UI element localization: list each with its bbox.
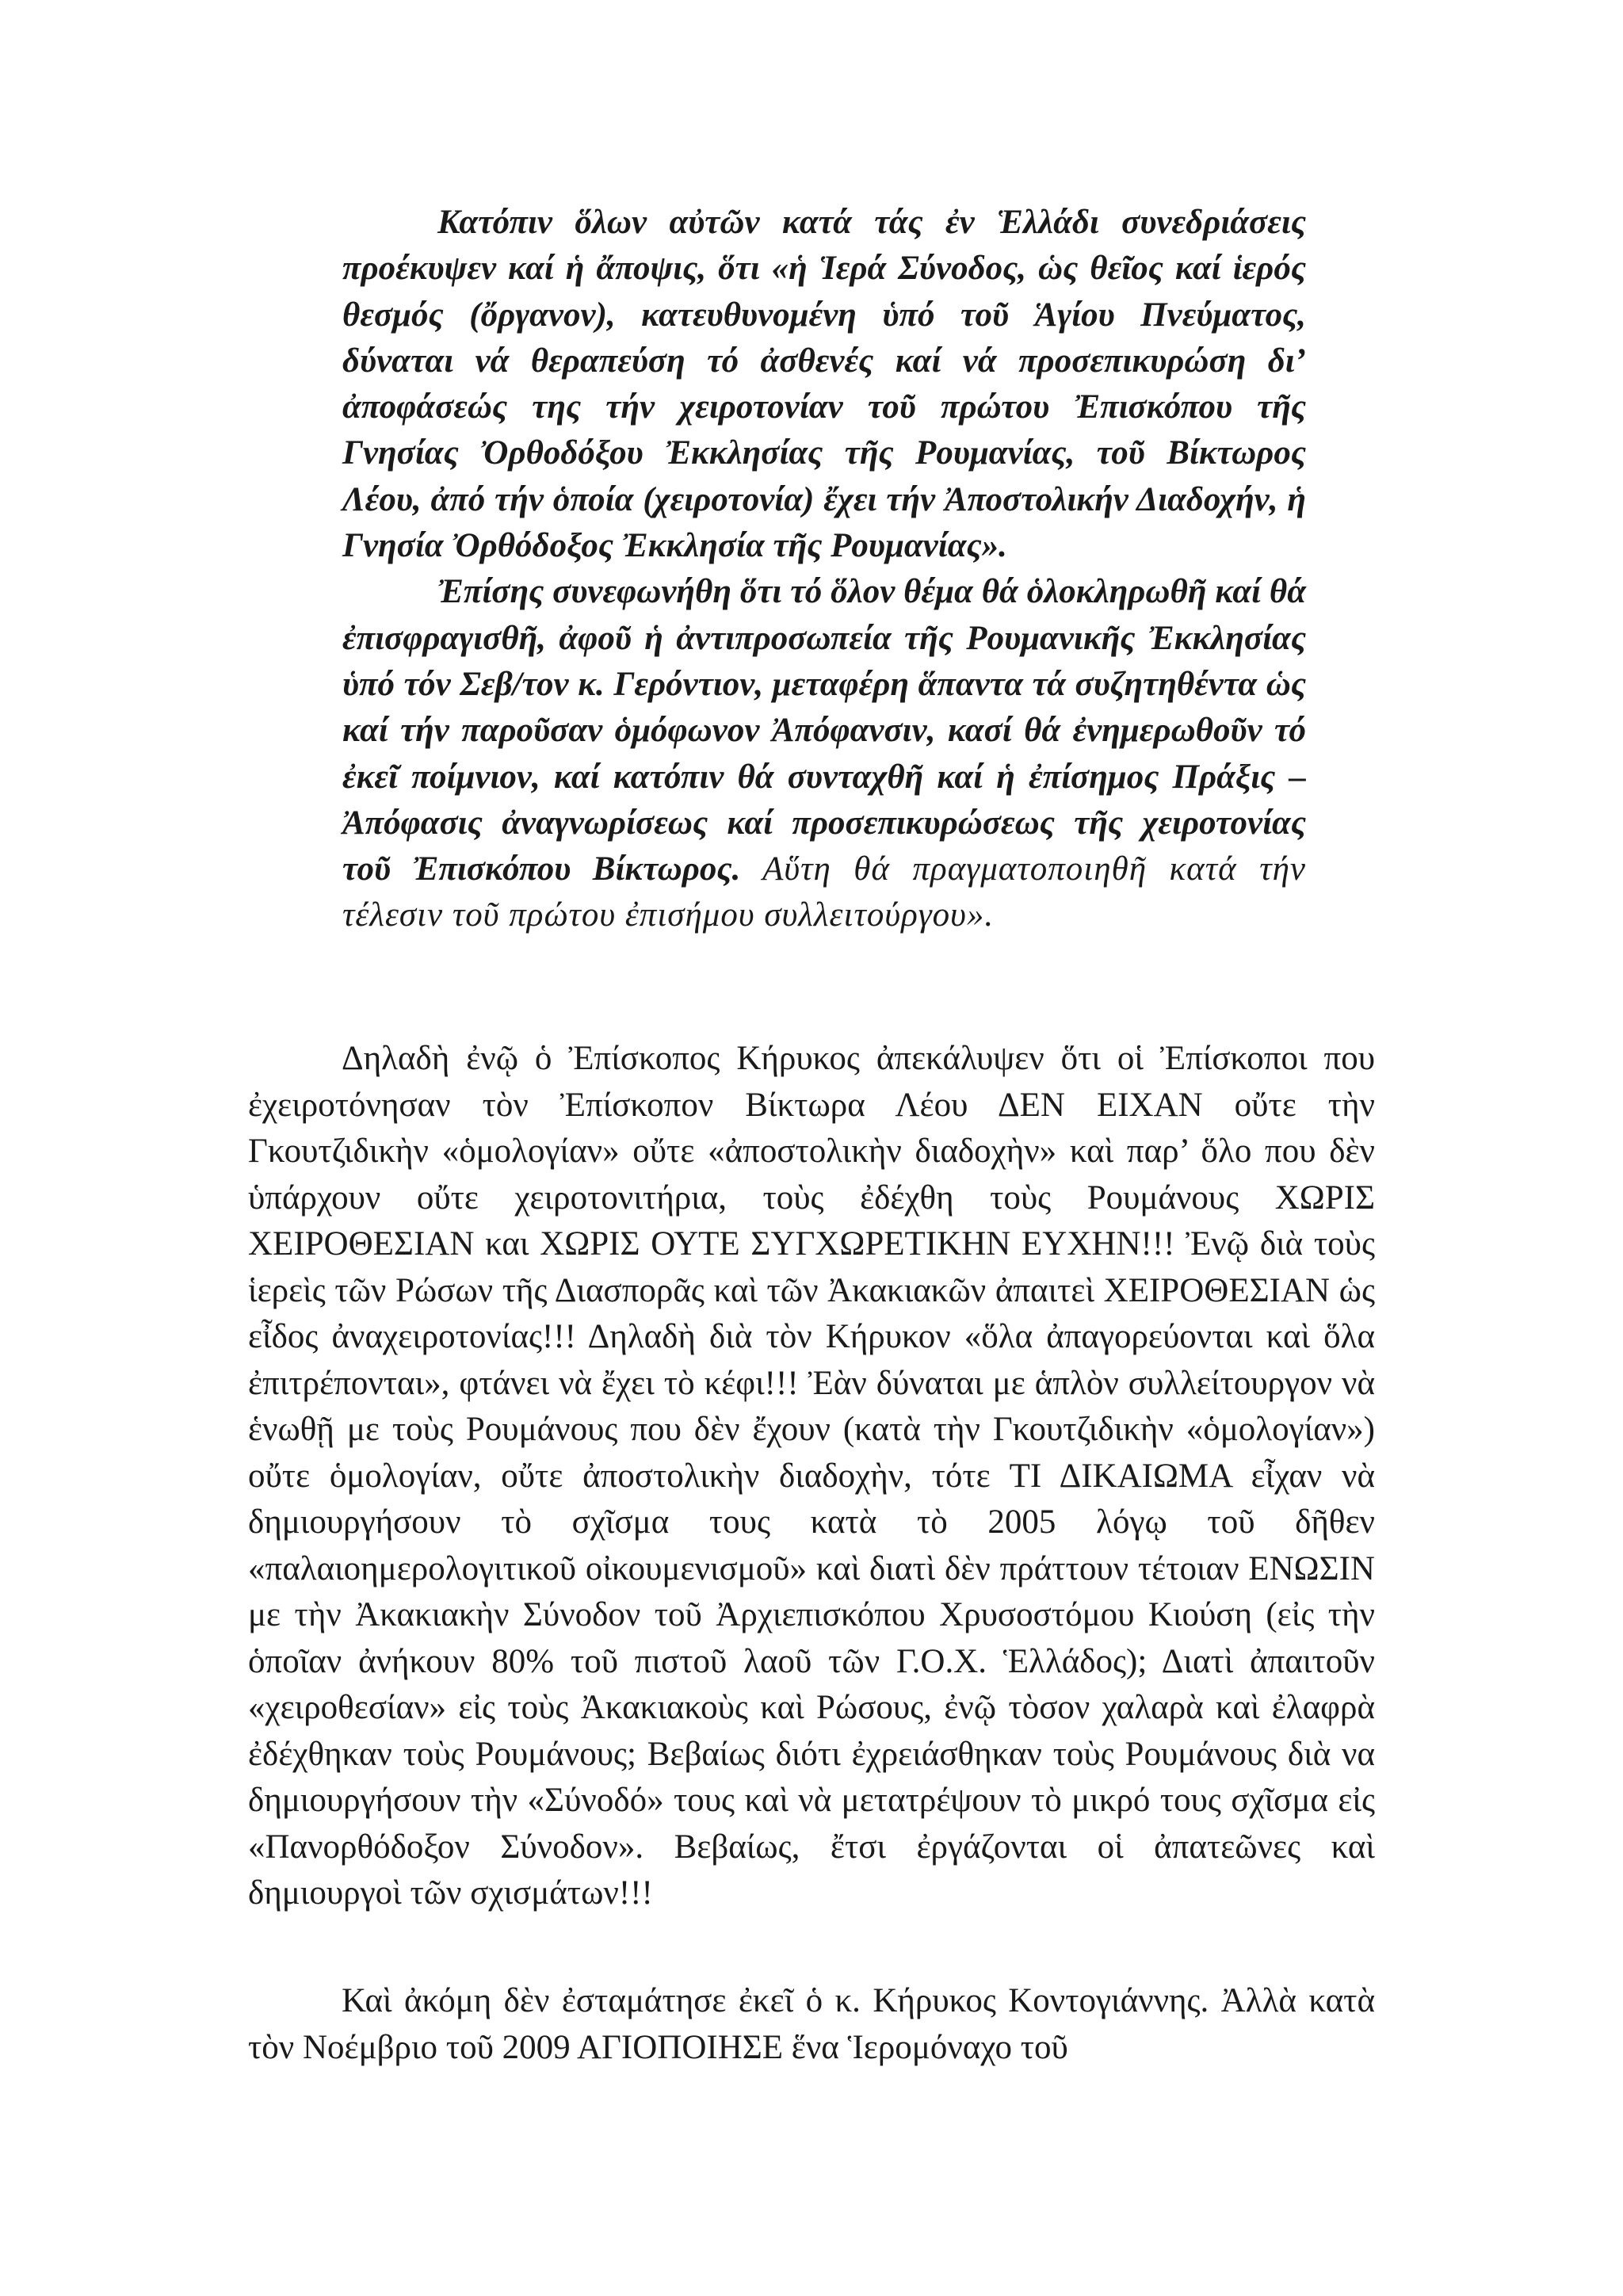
quote-paragraph-2-bold: Ἐπίσης συνεφωνήθη ὅτι τό ὅλον θέμα θά ὁλοκληρωθῆ καί θά ἐπισφραγισθῆ, ἀφοῦ ἡ ἀντιπροσωπεία τῆς Ρουμανικῆς Ἐκκλησίας ὑπό τόν Σεβ/τον κ. Γερόντιον, μεταφέρη ἅπαντα τά συζητηθέντα ὡς καί τήν παροῦσαν ὁμόφωνον Ἀπόφανσιν, κασί θά ἐνημερωθοῦν τό ἐκεῖ ποίμνιον, καί κατόπιν θά συνταχθῆ καί ἡ ἐπίσημος Πράξις – Ἀπόφασις ἀναγνωρίσεως καί προσεπικυρώσεως τῆς χειροτονίας τοῦ Ἐπισκόπου Βίκτωρος. [342,573,1306,888]
quote-paragraph-2-plain: Αὕτη θά πραγματοποιηθῆ κατά τήν τέλεσιν τοῦ πρώτου ἐπισήμου συλλειτούργου». [342,850,1307,934]
body-paragraph-2-block [248,1978,1375,2071]
body-paragraph-2: Καὶ ἀκόμη δὲν ἐσταμάτησε ἐκεῖ ὁ κ. Κήρυκος Κοντογιάννης. Ἀλλὰ κατὰ τὸν Νοέμβριο τοῦ 2009 ΑΓΙΟΠΟΙΗΣΕ ἕνα Ἱερομόναχο τοῦ [248,1982,1375,2066]
quote-paragraph-1: Κατόπιν ὅλων αὐτῶν κατά τάς ἐν Ἑλλάδι συνεδριάσεις προέκυψεν καί ἡ ἄποψις, ὅτι «ἡ Ἱερά Σύνοδος, ὡς θεῖος καί ἱερός θεσμός (ὄργανον), κατευθυνομένη ὑπό τοῦ Ἁγίου Πνεύματος, δύναται νά θεραπεύση τό ἀσθενές καί νά προσεπικυρώση δι’ ἀποφάσεώς της τήν χειροτονίαν τοῦ πρώτου Ἐπισκόπου τῆς Γνησίας Ὀρθοδόξου Ἐκκλησίας τῆς Ρουμανίας, τοῦ Βίκτωρος Λέου, ἀπό τήν ὁποία (χειροτονία) ἔχει τήν Ἀποστολικήν Διαδοχήν, ἡ Γνησία Ὀρθόδοξος Ἐκκλησία τῆς Ρουμανίας». [342,204,1306,565]
quoted-passage [342,200,1306,939]
body-paragraph-1-block [248,1036,1375,1917]
body-paragraph-1: Δηλαδὴ ἐνῷ ὁ Ἐπίσκοπος Κήρυκος ἀπεκάλυψεν ὅτι οἱ Ἐπίσκοποι που ἐχειροτόνησαν τὸν Ἐπίσκοπον Βίκτωρα Λέου ΔΕΝ ΕΙΧΑΝ οὔτε τὴν Γκουτζιδικὴν «ὁμολογίαν» οὔτε «ἀποστολικὴν διαδοχὴν» καὶ παρ’ ὅλο που δὲν ὑπάρχουν οὔτε χειροτονιτήρια, τοὺς ἐδέχθη τοὺς Ρουμάνους ΧΩΡΙΣ ΧΕΙΡΟΘΕΣΙΑΝ και ΧΩΡΙΣ ΟΥΤΕ ΣΥΓΧΩΡΕΤΙΚΗΝ ΕΥΧΗΝ!!! Ἐνῷ διὰ τοὺς ἱερεὶς τῶν Ρώσων τῆς Διασπορᾶς καὶ τῶν Ἀκακιακῶν ἀπαιτεὶ ΧΕΙΡΟΘΕΣΙΑΝ ὡς εἶδος ἀναχειροτονίας!!! Δηλαδὴ διὰ τὸν Κήρυκον «ὅλα ἀπαγορεύονται καὶ ὅλα ἐπιτρέπονται», φτάνει νὰ ἔχει τὸ κέφι!!! Ἐὰν δύναται με ἁπλὸν συλλείτουργον νὰ ἑνωθῇ με τοὺς Ρουμάνους που δὲν ἔχουν (κατὰ τὴν Γκουτζιδικὴν «ὁμολογίαν») οὔτε ὁμολογίαν, οὔτε ἀποστολικὴν διαδοχὴν, τότε ΤΙ ΔΙΚΑΙΩΜΑ εἶχαν νὰ δημιουργήσουν τὸ σχῖσμα τους κατὰ τὸ 2005 λόγῳ τοῦ δῆθεν «παλαιοημερολογιτικοῦ οἰκουμενισμοῦ» καὶ διατὶ δὲν πράττουν τέτοιαν ΕΝΩΣΙΝ με τὴν Ἀκακιακὴν Σύνοδον τοῦ Ἀρχιεπισκόπου Χρυσοστόμου Κιούση (εἰς τὴν ὁποῖαν ἀνήκουν 80% τοῦ πιστοῦ λαοῦ τῶν Γ.Ο.Χ. Ἑλλάδος); Διατὶ ἀπαιτοῦν «χειροθεσίαν» εἰς τοὺς Ἀκακιακοὺς καὶ Ρώσους, ἐνῷ τὸσον χαλαρὰ καὶ ἐλαφρὰ ἐδέχθηκαν τοὺς Ρουμάνους; Βεβαίως διότι ἐχρειάσθηκαν τοὺς Ρουμάνους διὰ να δημιουργήσουν τὴν «Σύνοδό» τους καὶ νὰ μετατρέψουν τὸ μικρό τους σχῖσμα εἰς «Πανορθόδοξον Σύνοδον». Βεβαίως, ἔτσι ἐργάζονται οἱ ἀπατεῶνες καὶ δημιουργοὶ τῶν σχισμάτων!!! [248,1040,1375,1912]
quote-paragraph-2 [342,569,1306,938]
